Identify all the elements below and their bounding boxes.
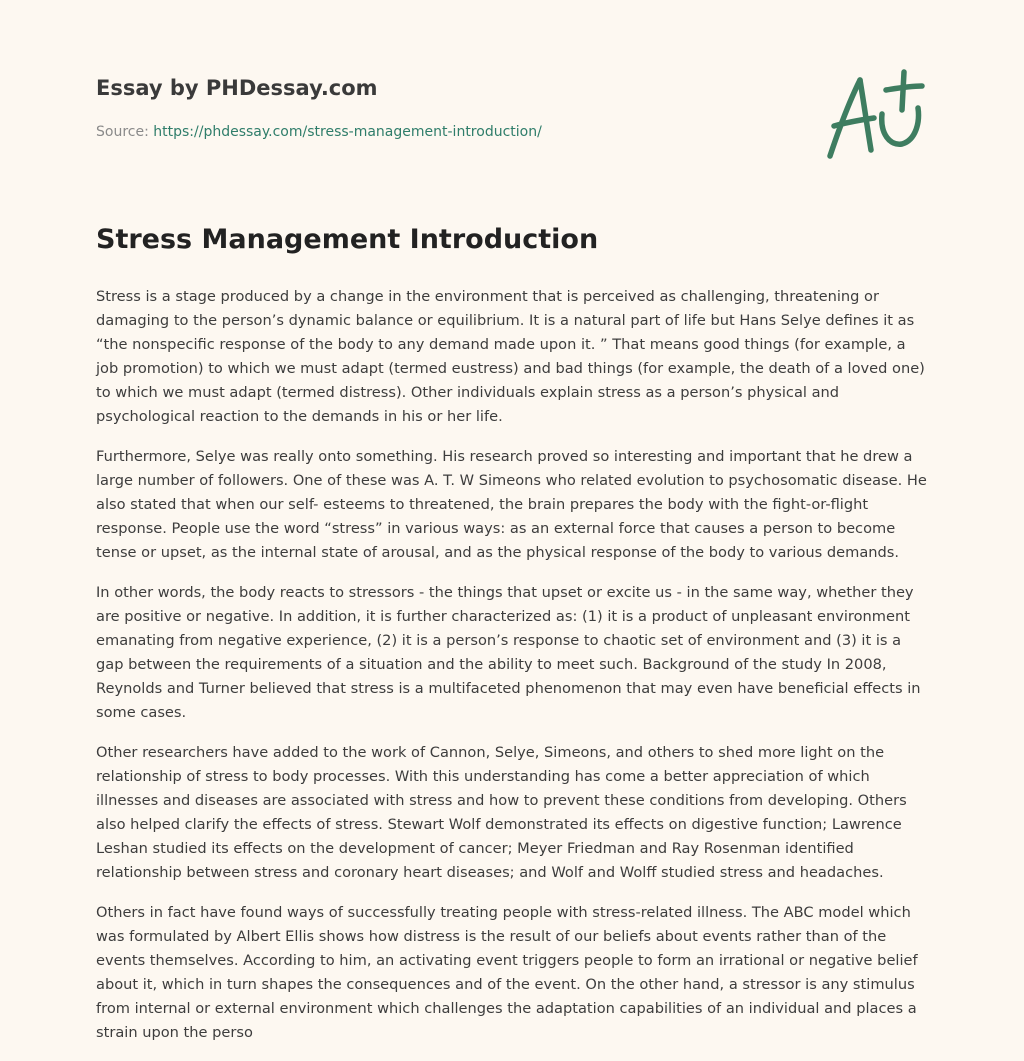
essay-title: Stress Management Introduction xyxy=(96,224,599,255)
essay-paragraph-1: Stress is a stage produced by a change in the environment that is perceived as challenging, threatening or damaging to the person’s dynamic balance or equilibrium. It is a natural part of life but Hans Selye defines it as “the nonspecific response of the body to any demand made upon it. ” That means good things (for example, a job promotion) to which we must adapt (termed eustress) and bad things (for example, the death of a loved one) to which we must adapt (termed distress). Other individuals explain stress as a person’s physical and psychological reaction to the demands in his or her life. xyxy=(96,288,925,425)
source-line xyxy=(96,124,542,140)
site-brand: Essay by PHDessay.com xyxy=(96,76,378,100)
source-link[interactable]: https://phdessay.com/stress-management-introduction/ xyxy=(153,124,542,140)
essay-paragraph-3: In other words, the body reacts to stressors - the things that upset or excite us - in the same way, whether they are positive or negative. In addition, it is further characterized as: (1) it is a product of unpleasant environment emanating from negative experience, (2) it is a person’s response to chaotic set of environment and (3) it is a gap between the requirements of a situation and the ability to meet such. Background of the study In 2008, Reynolds and Turner believed that stress is a multifaceted phenomenon that may even have beneficial effects in some cases. xyxy=(96,584,921,721)
a-plus-logo-icon xyxy=(820,64,932,168)
essay-paragraph-2: Furthermore, Selye was really onto something. His research proved so interesting and important that he drew a large number of followers. One of these was A. T. W Simeons who related evolution to psychosomatic disease. He also stated that when our self- esteems to threatened, the brain prepares the body with the fight-or-flight response. People use the word “stress” in various ways: as an external force that causes a person to become tense or upset, as the internal state of arousal, and as the physical response of the body to various demands. xyxy=(96,448,927,561)
essay-body xyxy=(96,285,930,1061)
source-label: Source: xyxy=(96,124,149,140)
essay-paragraph-4: Other researchers have added to the work of Cannon, Selye, Simeons, and others to shed more light on the relationship of stress to body processes. With this understanding has come a better appreciation of which illnesses and diseases are associated with stress and how to prevent these conditions from developing. Others also helped clarify the effects of stress. Stewart Wolf demonstrated its effects on digestive function; Lawrence Leshan studied its effects on the development of cancer; Meyer Friedman and Ray Rosenman identified relationship between stress and coronary heart diseases; and Wolf and Wolff studied stress and headaches. xyxy=(96,744,907,881)
essay-paragraph-5: Others in fact have found ways of successfully treating people with stress-related illness. The ABC model which was formulated by Albert Ellis shows how distress is the result of our beliefs about events rather than of the events themselves. According to him, an activating event triggers people to form an irrational or negative belief about it, which in turn shapes the consequences and of the event. On the other hand, a stressor is any stimulus from internal or external environment which challenges the adaptation capabilities of an individual and places a strain upon the perso xyxy=(96,904,918,1041)
